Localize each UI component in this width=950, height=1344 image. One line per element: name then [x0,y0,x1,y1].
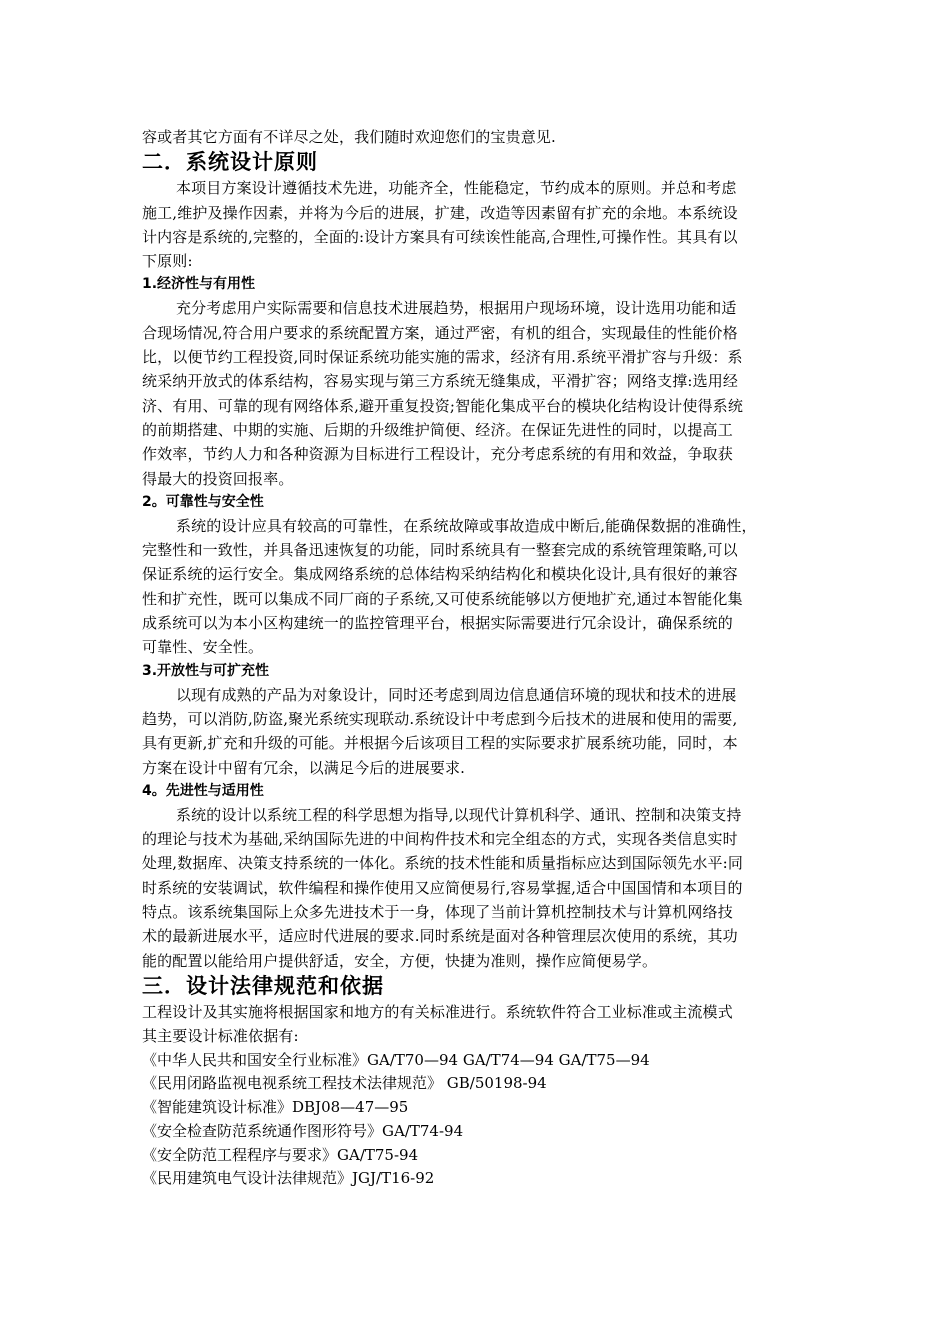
paragraph-line: 济、有用、可靠的现有网络体系,避开重复投资;智能化集成平台的模块化结构设计使得系统 [142,396,743,415]
paragraph-line: 得最大的投资回报率。 [142,469,294,488]
section-3-paragraph [142,1000,812,1049]
subsection-1-title: 1.经济性与有用性 [142,276,256,293]
paragraph-line: 合现场情况,符合用户要求的系统配置方案，通过严密，有机的组合，实现最佳的性能价格 [142,323,738,342]
paragraph-line: 术的最新进展水平，适应时代进展的要求.同时系统是面对各种管理层次使用的系统，其功 [142,927,738,946]
section-2-heading: 二．系统设计原则 [142,150,318,175]
reference-item: 《民用闭路监视电视系统工程技术法律规范》 GB/50198-94 [142,1074,547,1093]
reference-item: 《智能建筑设计标准》DBJ08—47—95 [142,1098,409,1117]
subsection-2-paragraph [142,514,812,660]
paragraph-line: 特点。该系统集国际上众多先进技术于一身，体现了当前计算机控制技术与计算机网络技 [142,903,733,922]
subsection-4-title: 4。先进性与适用性 [142,782,264,799]
paragraph-line: 系统的设计应具有较高的可靠性，在系统故障或事故造成中断后,能确保数据的准确性， [176,516,757,535]
reference-item: 《中华人民共和国安全行业标准》GA/T70—94 GA/T74—94 GA/T75—94 [142,1050,650,1069]
paragraph-line: 时系统的安装调试，软件编程和操作使用又应简便易行,容易掌握,适合中国国情和本项目的 [142,878,743,897]
reference-item: 《安全防范工程程序与要求》GA/T75-94 [142,1145,419,1164]
paragraph-line: 充分考虑用户实际需要和信息技术进展趋势，根据用户现场环境，设计选用功能和适 [176,299,737,318]
paragraph-line: 作效率，节约人力和各种资源为目标进行工程设计，充分考虑系统的有用和效益，争取获 [142,445,733,464]
paragraph-line: 的理论与技术为基础,采纳国际先进的中间构件技术和完全组态的方式，实现各类信息实时 [142,830,738,849]
paragraph-line: 本项目方案设计遵循技术先进，功能齐全，性能稳定，节约成本的原则。并总和考虑 [176,179,737,198]
reference-item: 《民用建筑电气设计法律规范》JGJ/T16-92 [142,1169,435,1188]
paragraph-line: 工程设计及其实施将根据国家和地方的有关标准进行。系统软件符合工业标准或主流模式 [142,1002,733,1021]
intro-tail-line: 容或者其它方面有不详尽之处，我们随时欢迎您们的宝贵意见. [142,128,556,146]
paragraph-line: 方案在设计中留有冗余，以满足今后的进展要求. [142,758,466,777]
paragraph-line: 保证系统的运行安全。集成网络系统的总体结构采纳结构化和模块化设计,具有很好的兼容 [142,565,738,584]
paragraph-line: 施工,维护及操作因素，并将为今后的进展，扩建，改造等因素留有扩充的余地。本系统设 [142,203,738,222]
subsection-4-paragraph [142,803,812,973]
paragraph-line: 其主要设计标准依据有: [142,1027,299,1046]
paragraph-line: 计内容是系统的,完整的，全面的:设计方案具有可续诶性能高,合理性,可操作性。其具有以 [142,227,738,246]
section-2-intro-paragraph [142,176,812,273]
paragraph-line: 趋势，可以消防,防盗,聚光系统实现联动.系统设计中考虑到今后技术的进展和使用的需要, [142,709,738,728]
paragraph-line: 比，以便节约工程投资,同时保证系统功能实施的需求，经济有用.系统平滑扩容与升级：系 [142,348,743,367]
paragraph-line: 系统的设计以系统工程的科学思想为指导,以现代计算机科学、通讯、控制和决策支持 [176,805,742,824]
paragraph-line: 下原则: [142,252,193,271]
paragraph-line: 能的配置以能给用户提供舒适，安全，方便，快捷为准则，操作应简便易学。 [142,951,658,970]
paragraph-line: 成系统可以为本小区构建统一的监控管理平台，根据实际需要进行冗余设计，确保系统的 [142,614,733,633]
paragraph-line: 以现有成熟的产品为对象设计，同时还考虑到周边信息通信环境的现状和技术的进展 [176,685,737,704]
paragraph-line: 可靠性、安全性。 [142,638,264,657]
subsection-2-title: 2。可靠性与安全性 [142,493,264,510]
paragraph-line: 完整性和一致性，并具备迅速恢复的功能，同时系统具有一整套完成的系统管理策略,可以 [142,541,738,560]
paragraph-line: 性和扩充性，既可以集成不同厂商的子系统,又可使系统能够以方便地扩充,通过本智能化集 [142,589,743,608]
subsection-3-paragraph [142,683,812,780]
document-body [142,125,812,1191]
paragraph-line: 具有更新,扩充和升级的可能。并根据今后该项目工程的实际要求扩展系统功能，同时，本 [142,734,738,753]
paragraph-line: 的前期搭建、中期的实施、后期的升级维护简便、经济。在保证先进性的同时，以提高工 [142,420,733,439]
standards-reference-list [142,1049,812,1192]
reference-item: 《安全检查防范系统通作图形符号》GA/T74-94 [142,1121,464,1140]
subsection-3-title: 3.开放性与可扩充性 [142,662,270,679]
section-3-heading: 三．设计法律规范和依据 [142,973,384,998]
paragraph-line: 统采纳开放式的体系结构，容易实现与第三方系统无缝集成，平滑扩容；网络支撑:选用经 [142,372,739,391]
paragraph-line: 处理,数据库、决策支持系统的一体化。系统的技术性能和质量指标应达到国际领先水平:同 [142,854,743,873]
subsection-1-paragraph [142,296,812,490]
